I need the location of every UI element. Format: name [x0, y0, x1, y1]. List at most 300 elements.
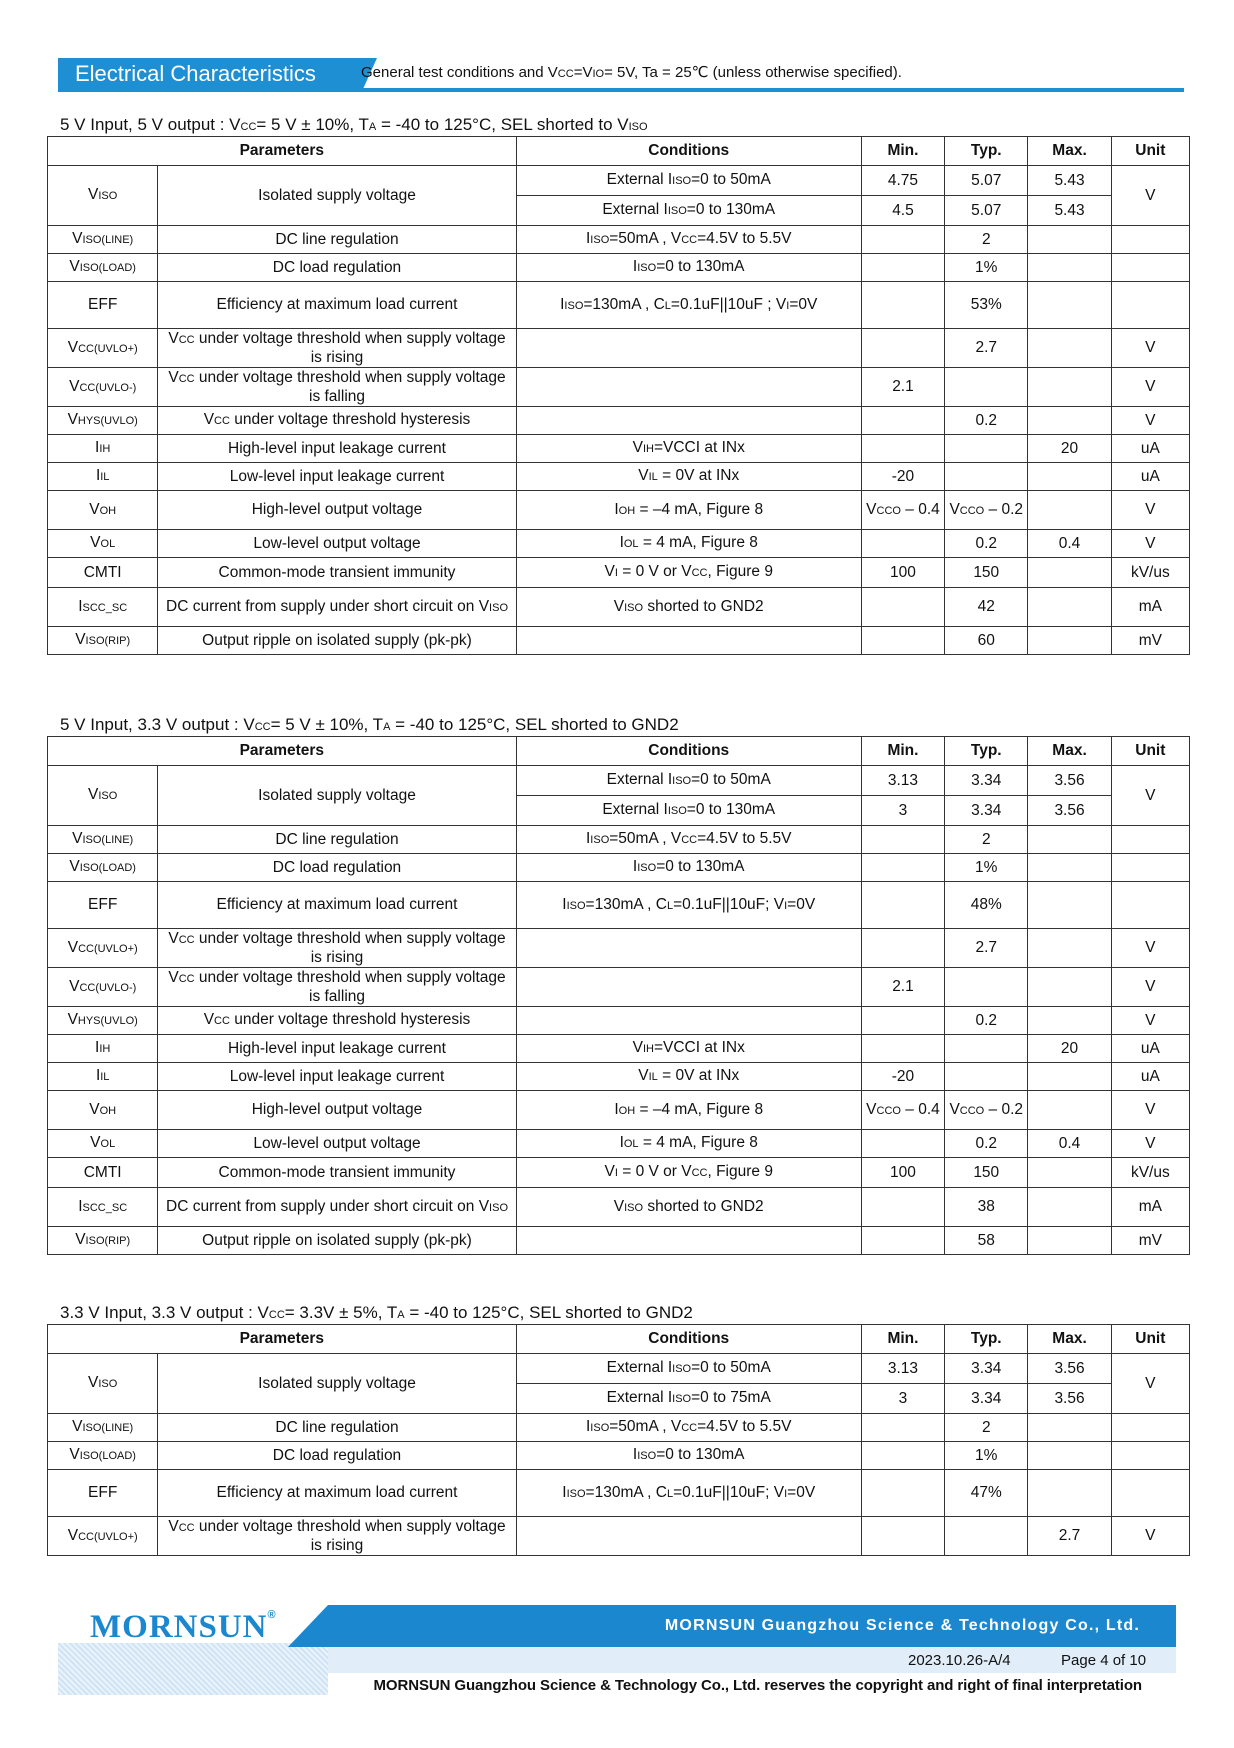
min-cell	[861, 627, 944, 655]
max-cell: 5.43	[1028, 196, 1111, 226]
parameter-cell: Output ripple on isolated supply (pk-pk)	[158, 627, 516, 655]
table-row	[48, 1414, 1190, 1442]
min-cell	[861, 1227, 944, 1255]
unit-cell: kV/us	[1111, 1158, 1189, 1188]
table-row	[48, 407, 1190, 435]
symbol-cell: EFF	[48, 1470, 158, 1517]
table-row	[48, 558, 1190, 588]
typ-cell: 0.2	[945, 407, 1028, 435]
typ-cell: 3.34	[945, 796, 1028, 826]
col-max: Max.	[1028, 737, 1111, 766]
min-cell	[861, 435, 944, 463]
conditions-cell	[516, 329, 861, 368]
unit-cell: V	[1111, 1130, 1189, 1158]
table-row	[48, 463, 1190, 491]
typ-cell: 2	[945, 826, 1028, 854]
conditions-cell: VIL = 0V at INx	[516, 463, 861, 491]
spec-table-3	[47, 1324, 1190, 1556]
conditions-cell: VI = 0 V or VCC, Figure 9	[516, 1158, 861, 1188]
typ-cell: 3.34	[945, 1384, 1028, 1414]
parameter-cell: Efficiency at maximum load current	[158, 282, 516, 329]
max-cell	[1028, 329, 1111, 368]
typ-cell: VCCO – 0.2	[945, 1091, 1028, 1130]
col-conditions: Conditions	[516, 1325, 861, 1354]
unit-cell	[1111, 282, 1189, 329]
symbol-cell: EFF	[48, 282, 158, 329]
col-parameters: Parameters	[48, 1325, 517, 1354]
max-cell: 3.56	[1028, 796, 1111, 826]
parameter-cell: VCC under voltage threshold when supply voltage is rising	[158, 929, 516, 968]
table-row	[48, 1442, 1190, 1470]
conditions-cell	[516, 368, 861, 407]
min-cell	[861, 530, 944, 558]
conditions-cell: External IISO=0 to 130mA	[516, 796, 861, 826]
conditions-cell	[516, 627, 861, 655]
unit-cell: mV	[1111, 627, 1189, 655]
col-typ: Typ.	[945, 737, 1028, 766]
min-cell: 4.5	[861, 196, 944, 226]
typ-cell: 1%	[945, 254, 1028, 282]
typ-cell	[945, 463, 1028, 491]
symbol-cell: VISO	[48, 166, 158, 226]
max-cell	[1028, 882, 1111, 929]
conditions-cell: VIH=VCCI at INx	[516, 435, 861, 463]
typ-cell	[945, 1063, 1028, 1091]
table-row	[48, 1470, 1190, 1517]
table-row	[48, 1130, 1190, 1158]
max-cell	[1028, 826, 1111, 854]
typ-cell	[945, 1035, 1028, 1063]
footer-company-name: MORNSUN Guangzhou Science & Technology Co., Ltd.	[664, 1617, 1140, 1634]
parameter-cell: VCC under voltage threshold when supply voltage is rising	[158, 329, 516, 368]
conditions-cell: IOH = –4 mA, Figure 8	[516, 1091, 861, 1130]
unit-cell: V	[1111, 766, 1189, 826]
symbol-cell: VHYS(UVLO)	[48, 1007, 158, 1035]
min-cell	[861, 1442, 944, 1470]
typ-cell: 150	[945, 1158, 1028, 1188]
conditions-cell: VISO shorted to GND2	[516, 588, 861, 627]
max-cell: 0.4	[1028, 530, 1111, 558]
conditions-cell	[516, 968, 861, 1007]
symbol-cell: EFF	[48, 882, 158, 929]
min-cell	[861, 329, 944, 368]
table-row	[48, 588, 1190, 627]
table-row	[48, 1007, 1190, 1035]
typ-cell	[945, 435, 1028, 463]
conditions-cell: VIH=VCCI at INx	[516, 1035, 861, 1063]
table-row	[48, 968, 1190, 1007]
max-cell	[1028, 226, 1111, 254]
parameter-cell: Efficiency at maximum load current	[158, 882, 516, 929]
conditions-cell: IISO=0 to 130mA	[516, 854, 861, 882]
max-cell: 5.43	[1028, 166, 1111, 196]
section-1-title: 5 V Input, 5 V output : VCC= 5 V ± 10%, TA = -40 to 125°C, SEL shorted to VISO	[60, 115, 648, 134]
typ-cell: 38	[945, 1188, 1028, 1227]
unit-cell: mV	[1111, 1227, 1189, 1255]
spec-table-2	[47, 736, 1190, 1255]
page-number: Page 4 of 10	[1061, 1652, 1147, 1669]
col-conditions: Conditions	[516, 137, 861, 166]
table-row	[48, 882, 1190, 929]
conditions-cell: External IISO=0 to 50mA	[516, 766, 861, 796]
min-cell: VCCO – 0.4	[861, 1091, 944, 1130]
max-cell	[1028, 929, 1111, 968]
section-2-title: 5 V Input, 3.3 V output : VCC= 5 V ± 10%, TA = -40 to 125°C, SEL shorted to GND2	[60, 715, 679, 734]
min-cell: 3	[861, 1384, 944, 1414]
table-row	[48, 1035, 1190, 1063]
col-min: Min.	[861, 1325, 944, 1354]
min-cell	[861, 407, 944, 435]
typ-cell	[945, 1517, 1028, 1556]
min-cell	[861, 1130, 944, 1158]
col-parameters: Parameters	[48, 137, 517, 166]
symbol-cell: ISCC_SC	[48, 588, 158, 627]
min-cell	[861, 1414, 944, 1442]
symbol-cell: IIL	[48, 463, 158, 491]
symbol-cell: VOH	[48, 1091, 158, 1130]
symbol-cell: VCC(UVLO+)	[48, 329, 158, 368]
typ-cell	[945, 368, 1028, 407]
max-cell	[1028, 1158, 1111, 1188]
min-cell: 100	[861, 1158, 944, 1188]
unit-cell: V	[1111, 1007, 1189, 1035]
conditions-cell: IISO=50mA , VCC=4.5V to 5.5V	[516, 826, 861, 854]
table-row	[48, 1517, 1190, 1556]
symbol-cell: VISO(LOAD)	[48, 254, 158, 282]
symbol-cell: VISO(LINE)	[48, 226, 158, 254]
max-cell	[1028, 1063, 1111, 1091]
symbol-cell: IIH	[48, 435, 158, 463]
symbol-cell: VOL	[48, 530, 158, 558]
conditions-cell	[516, 1517, 861, 1556]
max-cell	[1028, 1007, 1111, 1035]
max-cell: 3.56	[1028, 1354, 1111, 1384]
max-cell	[1028, 588, 1111, 627]
symbol-cell: VOH	[48, 491, 158, 530]
typ-cell: 5.07	[945, 196, 1028, 226]
symbol-cell: VOL	[48, 1130, 158, 1158]
footer-pattern	[58, 1643, 328, 1695]
max-cell	[1028, 1188, 1111, 1227]
conditions-cell	[516, 929, 861, 968]
typ-cell: 0.2	[945, 1130, 1028, 1158]
typ-cell: 2	[945, 1414, 1028, 1442]
typ-cell: VCCO – 0.2	[945, 491, 1028, 530]
min-cell	[861, 929, 944, 968]
unit-cell: uA	[1111, 463, 1189, 491]
max-cell	[1028, 254, 1111, 282]
min-cell: 2.1	[861, 968, 944, 1007]
symbol-cell: VISO	[48, 1354, 158, 1414]
table-row	[48, 826, 1190, 854]
col-parameters: Parameters	[48, 737, 517, 766]
typ-cell: 2.7	[945, 929, 1028, 968]
max-cell	[1028, 1442, 1111, 1470]
conditions-cell: External IISO=0 to 50mA	[516, 1354, 861, 1384]
conditions-cell: IISO=130mA , CL=0.1uF||10uF; VI=0V	[516, 1470, 861, 1517]
symbol-cell: CMTI	[48, 558, 158, 588]
conditions-cell: IISO=0 to 130mA	[516, 254, 861, 282]
parameter-cell: Common-mode transient immunity	[158, 558, 516, 588]
table-header-row	[48, 137, 1190, 166]
parameter-cell: VCC under voltage threshold hysteresis	[158, 1007, 516, 1035]
table-header-row	[48, 1325, 1190, 1354]
section-3-title: 3.3 V Input, 3.3 V output : VCC= 3.3V ± 5%, TA = -40 to 125°C, SEL shorted to GND2	[60, 1303, 693, 1322]
parameter-cell: Common-mode transient immunity	[158, 1158, 516, 1188]
parameter-cell: VCC under voltage threshold when supply voltage is falling	[158, 968, 516, 1007]
parameter-cell: Isolated supply voltage	[158, 166, 516, 226]
symbol-cell: VISO(RIP)	[48, 1227, 158, 1255]
symbol-cell: VCC(UVLO+)	[48, 929, 158, 968]
max-cell	[1028, 558, 1111, 588]
parameter-cell: DC line regulation	[158, 226, 516, 254]
parameter-cell: DC line regulation	[158, 826, 516, 854]
typ-cell: 53%	[945, 282, 1028, 329]
col-unit: Unit	[1111, 137, 1189, 166]
conditions-cell	[516, 1227, 861, 1255]
footer-info-strip	[328, 1647, 1176, 1673]
min-cell: 4.75	[861, 166, 944, 196]
symbol-cell: VISO(LOAD)	[48, 1442, 158, 1470]
table-row	[48, 929, 1190, 968]
conditions-cell: IISO=130mA , CL=0.1uF||10uF; VI=0V	[516, 882, 861, 929]
table-row	[48, 491, 1190, 530]
symbol-cell: VISO(LINE)	[48, 1414, 158, 1442]
unit-cell: V	[1111, 530, 1189, 558]
unit-cell	[1111, 1442, 1189, 1470]
parameter-cell: Low-level input leakage current	[158, 1063, 516, 1091]
col-unit: Unit	[1111, 1325, 1189, 1354]
min-cell	[861, 1035, 944, 1063]
general-test-conditions: General test conditions and VCC=VIO= 5V, Ta = 25℃ (unless otherwise specified).	[361, 64, 902, 81]
table-row	[48, 254, 1190, 282]
typ-cell: 2.7	[945, 329, 1028, 368]
symbol-cell: VCC(UVLO-)	[48, 968, 158, 1007]
min-cell	[861, 1470, 944, 1517]
conditions-cell: VISO shorted to GND2	[516, 1188, 861, 1227]
unit-cell: uA	[1111, 435, 1189, 463]
unit-cell	[1111, 1470, 1189, 1517]
unit-cell	[1111, 254, 1189, 282]
parameter-cell: VCC under voltage threshold hysteresis	[158, 407, 516, 435]
table-row	[48, 766, 1190, 796]
table-row	[48, 854, 1190, 882]
table-row	[48, 282, 1190, 329]
unit-cell: V	[1111, 929, 1189, 968]
max-cell	[1028, 491, 1111, 530]
table-row	[48, 368, 1190, 407]
conditions-cell: External IISO=0 to 75mA	[516, 1384, 861, 1414]
symbol-cell: VISO(LOAD)	[48, 854, 158, 882]
spec-table-1	[47, 136, 1190, 655]
typ-cell: 42	[945, 588, 1028, 627]
conditions-cell: External IISO=0 to 50mA	[516, 166, 861, 196]
table-header-row	[48, 737, 1190, 766]
unit-cell: mA	[1111, 1188, 1189, 1227]
min-cell	[861, 1517, 944, 1556]
min-cell	[861, 1007, 944, 1035]
page-footer	[58, 1605, 1176, 1695]
min-cell	[861, 254, 944, 282]
symbol-cell: VCC(UVLO-)	[48, 368, 158, 407]
table-row	[48, 1227, 1190, 1255]
parameter-cell: Output ripple on isolated supply (pk-pk)	[158, 1227, 516, 1255]
parameter-cell: DC load regulation	[158, 254, 516, 282]
parameter-cell: Low-level output voltage	[158, 1130, 516, 1158]
max-cell	[1028, 854, 1111, 882]
copyright-notice: MORNSUN Guangzhou Science & Technology Co., Ltd. reserves the copyright and right of final interpretation	[373, 1677, 1142, 1694]
unit-cell	[1111, 854, 1189, 882]
unit-cell: V	[1111, 368, 1189, 407]
conditions-cell: IISO=0 to 130mA	[516, 1442, 861, 1470]
unit-cell: V	[1111, 1354, 1189, 1414]
conditions-cell: IOL = 4 mA, Figure 8	[516, 1130, 861, 1158]
unit-cell	[1111, 826, 1189, 854]
typ-cell: 0.2	[945, 530, 1028, 558]
col-conditions: Conditions	[516, 737, 861, 766]
max-cell	[1028, 1414, 1111, 1442]
typ-cell	[945, 968, 1028, 1007]
symbol-cell: IIL	[48, 1063, 158, 1091]
table-row	[48, 1158, 1190, 1188]
typ-cell: 2	[945, 226, 1028, 254]
table-row	[48, 166, 1190, 196]
max-cell	[1028, 282, 1111, 329]
min-cell: 2.1	[861, 368, 944, 407]
max-cell	[1028, 968, 1111, 1007]
parameter-cell: VCC under voltage threshold when supply voltage is rising	[158, 1517, 516, 1556]
conditions-cell: IISO=50mA , VCC=4.5V to 5.5V	[516, 1414, 861, 1442]
min-cell: 3	[861, 796, 944, 826]
conditions-cell: External IISO=0 to 130mA	[516, 196, 861, 226]
symbol-cell: ISCC_SC	[48, 1188, 158, 1227]
min-cell	[861, 882, 944, 929]
col-min: Min.	[861, 137, 944, 166]
max-cell: 2.7	[1028, 1517, 1111, 1556]
symbol-cell: CMTI	[48, 1158, 158, 1188]
max-cell	[1028, 463, 1111, 491]
typ-cell: 58	[945, 1227, 1028, 1255]
parameter-cell: DC current from supply under short circuit on VISO	[158, 588, 516, 627]
parameter-cell: High-level input leakage current	[158, 1035, 516, 1063]
max-cell	[1028, 627, 1111, 655]
parameter-cell: Low-level output voltage	[158, 530, 516, 558]
max-cell: 20	[1028, 435, 1111, 463]
conditions-cell: IISO=130mA , CL=0.1uF||10uF ; VI=0V	[516, 282, 861, 329]
typ-cell: 3.34	[945, 766, 1028, 796]
unit-cell: V	[1111, 1091, 1189, 1130]
col-min: Min.	[861, 737, 944, 766]
parameter-cell: High-level output voltage	[158, 1091, 516, 1130]
unit-cell: uA	[1111, 1063, 1189, 1091]
table-row	[48, 1188, 1190, 1227]
min-cell: -20	[861, 1063, 944, 1091]
conditions-cell: IOH = –4 mA, Figure 8	[516, 491, 861, 530]
max-cell: 3.56	[1028, 766, 1111, 796]
max-cell	[1028, 1470, 1111, 1517]
page-title: Electrical Characteristics	[58, 58, 363, 89]
parameter-cell: Efficiency at maximum load current	[158, 1470, 516, 1517]
unit-cell: mA	[1111, 588, 1189, 627]
parameter-cell: Isolated supply voltage	[158, 766, 516, 826]
min-cell: 3.13	[861, 1354, 944, 1384]
min-cell	[861, 588, 944, 627]
table-row	[48, 627, 1190, 655]
table-row	[48, 530, 1190, 558]
min-cell: 3.13	[861, 766, 944, 796]
max-cell: 20	[1028, 1035, 1111, 1063]
typ-cell: 48%	[945, 882, 1028, 929]
col-unit: Unit	[1111, 737, 1189, 766]
symbol-cell: VISO(RIP)	[48, 627, 158, 655]
conditions-cell: IOL = 4 mA, Figure 8	[516, 530, 861, 558]
unit-cell: V	[1111, 968, 1189, 1007]
parameter-cell: DC current from supply under short circuit on VISO	[158, 1188, 516, 1227]
max-cell: 3.56	[1028, 1384, 1111, 1414]
symbol-cell: VISO(LINE)	[48, 826, 158, 854]
company-logo: MORNSUN®	[90, 1609, 277, 1645]
col-max: Max.	[1028, 1325, 1111, 1354]
typ-cell: 5.07	[945, 166, 1028, 196]
unit-cell	[1111, 882, 1189, 929]
unit-cell: V	[1111, 1517, 1189, 1556]
document-revision-date: 2023.10.26-A/4	[908, 1652, 1011, 1669]
table-row	[48, 1091, 1190, 1130]
unit-cell: uA	[1111, 1035, 1189, 1063]
table-row	[48, 226, 1190, 254]
unit-cell: V	[1111, 329, 1189, 368]
col-typ: Typ.	[945, 1325, 1028, 1354]
min-cell: -20	[861, 463, 944, 491]
typ-cell: 150	[945, 558, 1028, 588]
col-typ: Typ.	[945, 137, 1028, 166]
parameter-cell: DC line regulation	[158, 1414, 516, 1442]
conditions-cell: VIL = 0V at INx	[516, 1063, 861, 1091]
parameter-cell: Isolated supply voltage	[158, 1354, 516, 1414]
max-cell	[1028, 368, 1111, 407]
parameter-cell: DC load regulation	[158, 1442, 516, 1470]
typ-cell: 3.34	[945, 1354, 1028, 1384]
min-cell	[861, 226, 944, 254]
typ-cell: 1%	[945, 1442, 1028, 1470]
symbol-cell: IIH	[48, 1035, 158, 1063]
symbol-cell: VHYS(UVLO)	[48, 407, 158, 435]
typ-cell: 60	[945, 627, 1028, 655]
parameter-cell: High-level input leakage current	[158, 435, 516, 463]
table-row	[48, 1354, 1190, 1384]
unit-cell	[1111, 1414, 1189, 1442]
max-cell	[1028, 1227, 1111, 1255]
max-cell	[1028, 407, 1111, 435]
max-cell	[1028, 1091, 1111, 1130]
typ-cell: 1%	[945, 854, 1028, 882]
section-header	[58, 58, 1184, 92]
min-cell: VCCO – 0.4	[861, 491, 944, 530]
table-row	[48, 1063, 1190, 1091]
unit-cell: V	[1111, 166, 1189, 226]
footer-band-corner	[288, 1605, 328, 1647]
typ-cell: 0.2	[945, 1007, 1028, 1035]
unit-cell	[1111, 226, 1189, 254]
parameter-cell: Low-level input leakage current	[158, 463, 516, 491]
parameter-cell: DC load regulation	[158, 854, 516, 882]
typ-cell: 47%	[945, 1470, 1028, 1517]
unit-cell: V	[1111, 407, 1189, 435]
unit-cell: kV/us	[1111, 558, 1189, 588]
parameter-cell: VCC under voltage threshold when supply voltage is falling	[158, 368, 516, 407]
conditions-cell	[516, 407, 861, 435]
unit-cell: V	[1111, 491, 1189, 530]
